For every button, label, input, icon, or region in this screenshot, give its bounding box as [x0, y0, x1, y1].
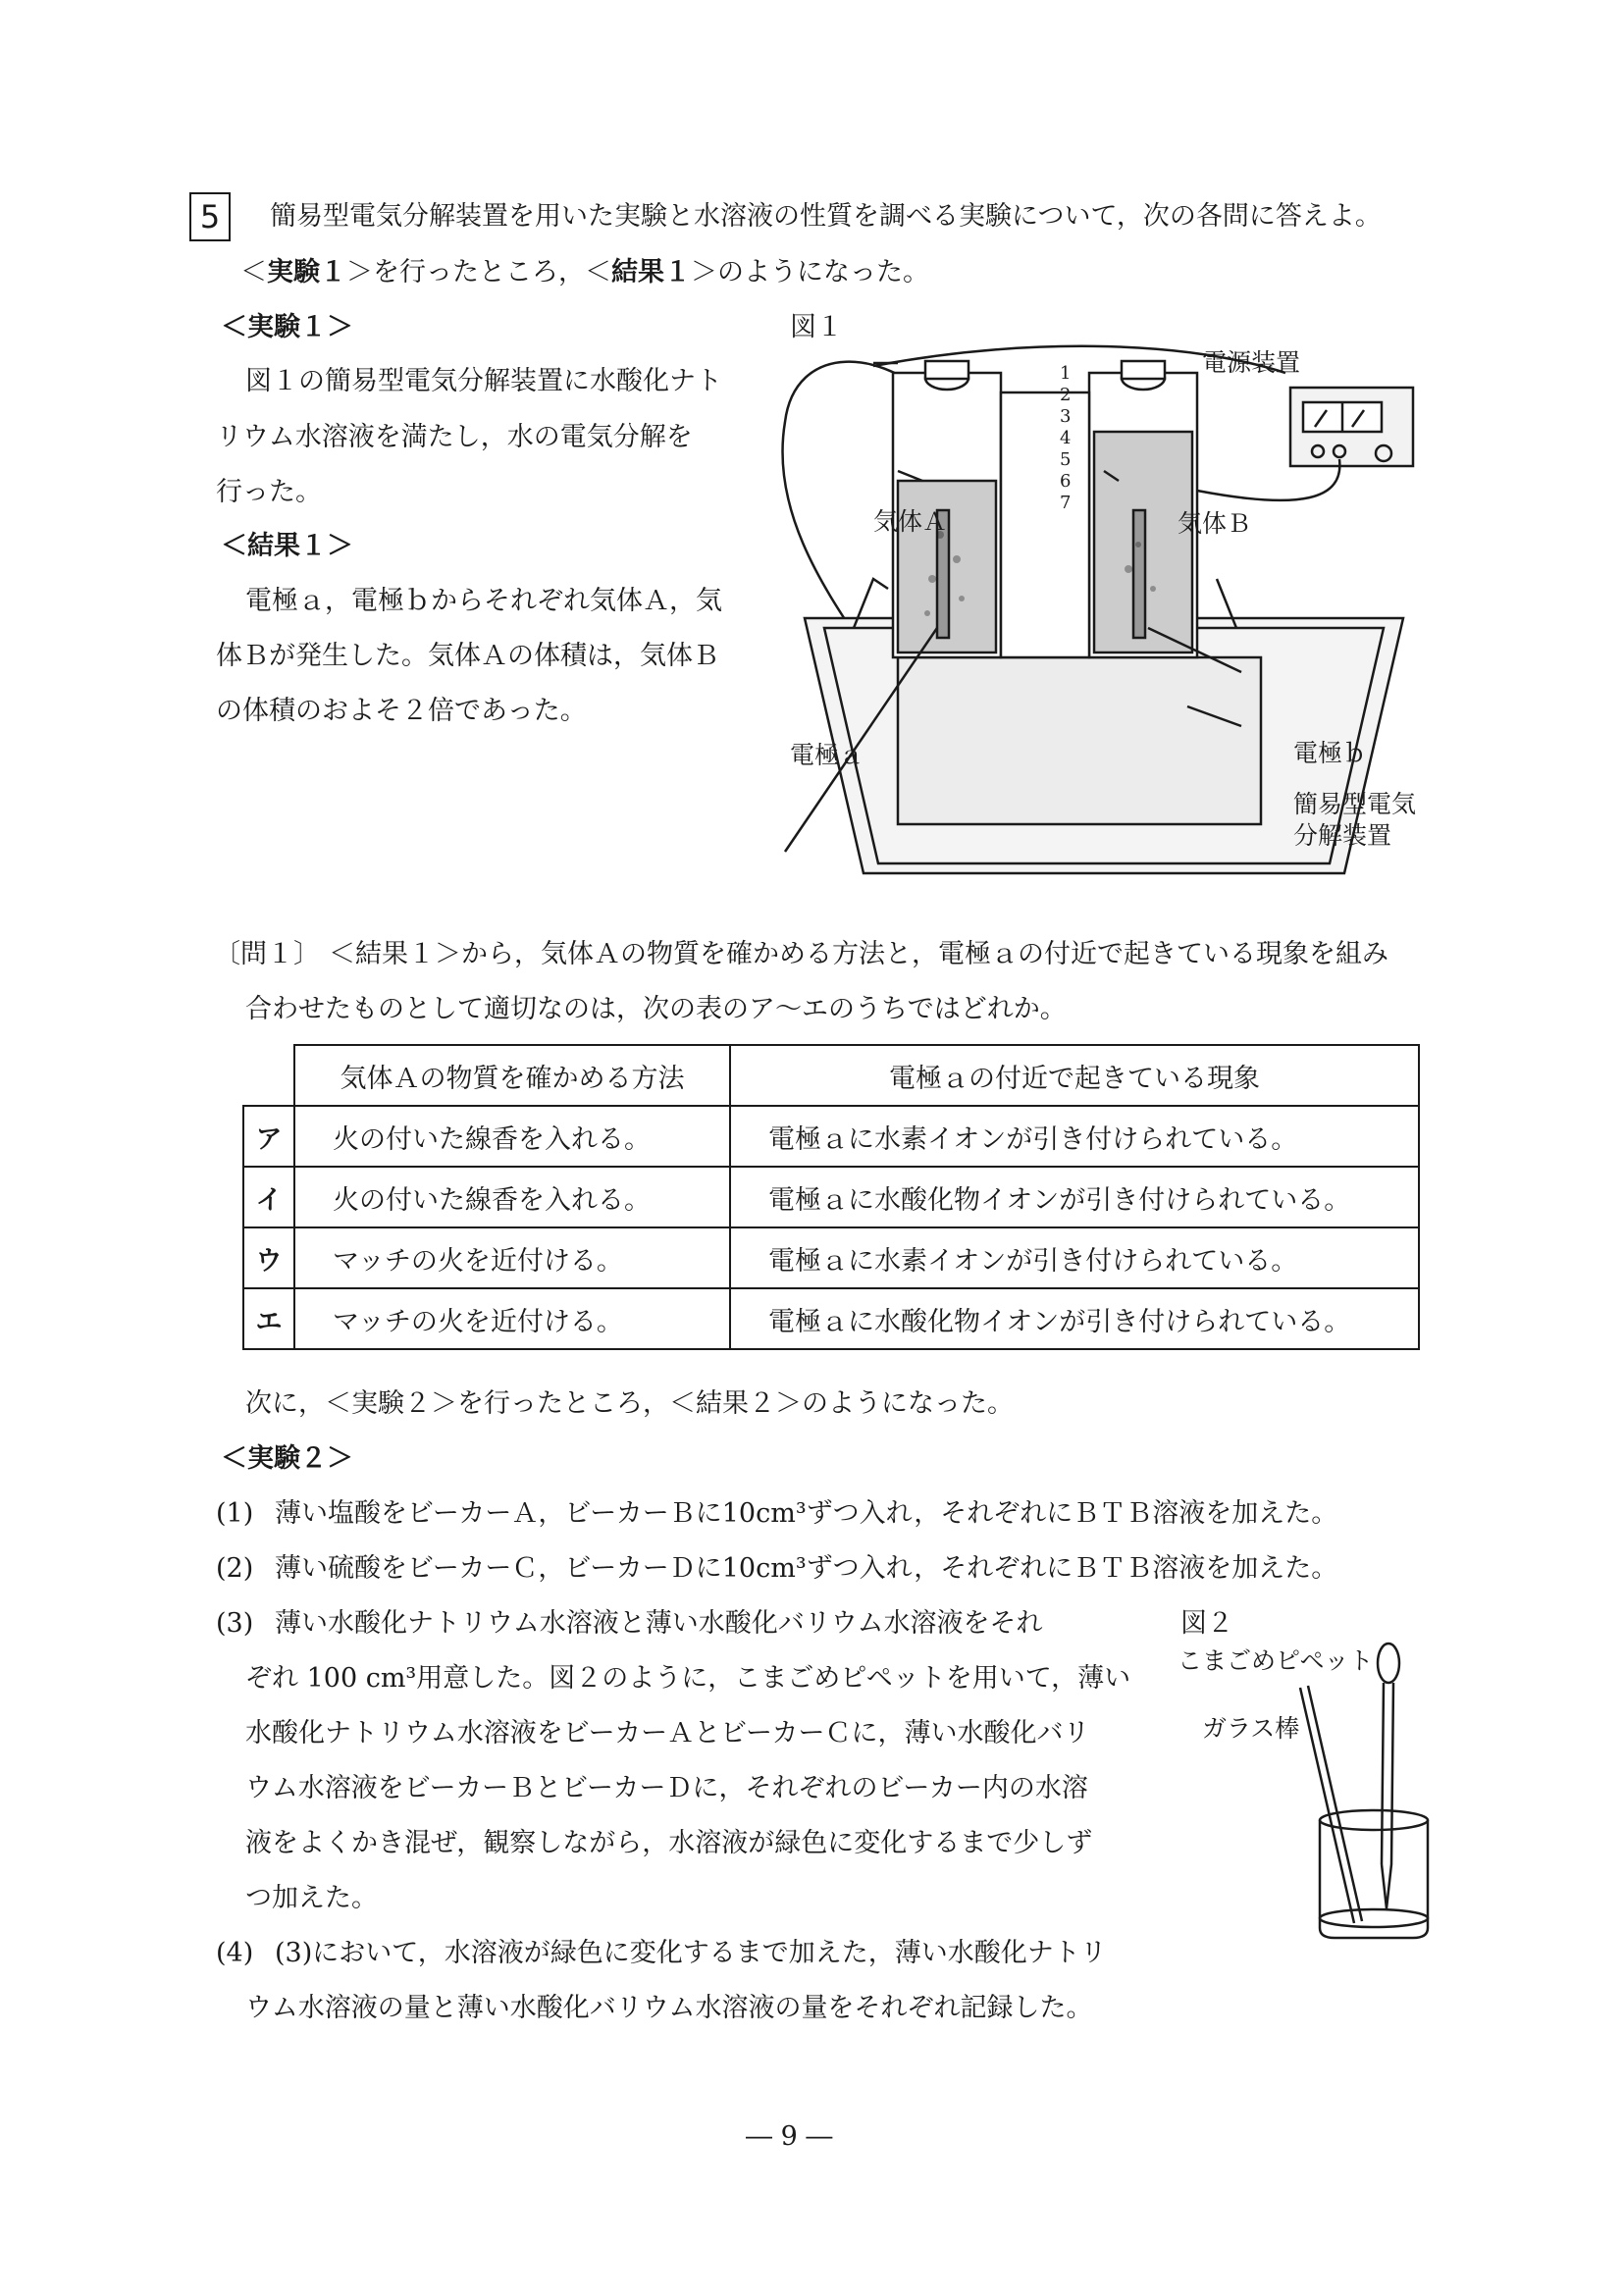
label-electrode-a: 電極ａ: [790, 741, 864, 769]
label-power-supply: 電源装置: [1202, 348, 1301, 377]
scale-numbers: 1 2 3 4 5 6 7: [1060, 363, 1072, 513]
question1-tag: 〔問１〕: [214, 939, 320, 969]
table-row: [243, 1227, 1419, 1288]
step-text: (3)において，水溶液が緑色に変化するまで加えた，薄い水酸化ナトリ: [275, 1938, 1107, 1968]
experiment2-lead: 次に，＜実験２＞を行ったところ，＜結果２＞のようになった。: [245, 1388, 1014, 1419]
table-header: 電極ａの付近で起きている現象: [730, 1045, 1419, 1106]
answer-options-table: [242, 1044, 1420, 1350]
table-row: [243, 1106, 1419, 1167]
option-key: エ: [243, 1288, 294, 1349]
step-number: (1): [216, 1498, 254, 1529]
label-electrode-b: 電極ｂ: [1293, 739, 1368, 767]
pipette-tube: [1382, 1683, 1393, 1908]
step-text: 水酸化ナトリウム水溶液をビーカーＡとビーカーＣに，薄い水酸化バリ: [245, 1718, 1090, 1748]
option-key: ウ: [243, 1227, 294, 1288]
lead-line-1: ＜実験１＞を行ったところ，＜結果１＞のようになった。: [240, 257, 929, 287]
experiment1-line: 行った。: [216, 477, 322, 507]
page-number: ― 9 ―: [746, 2121, 833, 2152]
step-text: ぞれ 100 cm³用意した。図２のように，こまごめピペットを用いて，薄い: [245, 1663, 1131, 1694]
step-text: ウム水溶液の量と薄い水酸化バリウム水溶液の量をそれぞれ記録した。: [245, 1993, 1093, 2023]
glass-rod: [1300, 1688, 1354, 1923]
beaker: [1320, 1820, 1428, 1938]
experiment1-line: 図１の簡易型電気分解装置に水酸化ナト: [245, 366, 722, 396]
table-row: [243, 1167, 1419, 1227]
table-header: 気体Ａの物質を確かめる方法: [294, 1045, 730, 1106]
option-key: イ: [243, 1167, 294, 1227]
step-text: 液をよくかき混ぜ，観察しながら，水溶液が緑色に変化するまで少しず: [245, 1828, 1093, 1858]
step-number: (3): [216, 1608, 254, 1639]
experiment1-heading: ＜実験１＞: [221, 312, 353, 342]
label-gas-a: 気体Ａ: [873, 507, 948, 536]
result1-line: の体積のおよそ２倍であった。: [216, 696, 587, 726]
step-text: 薄い水酸化ナトリウム水溶液と薄い水酸化バリウム水溶液をそれ: [275, 1608, 1043, 1639]
result1-heading: ＜結果１＞: [221, 531, 353, 561]
option-method: マッチの火を近付ける。: [294, 1227, 730, 1288]
option-phenomenon: 電極ａに水素イオンが引き付けられている。: [730, 1227, 1419, 1288]
label-glass-rod: ガラス棒: [1202, 1714, 1300, 1743]
step-text: つ加えた。: [245, 1883, 378, 1913]
option-phenomenon: 電極ａに水素イオンが引き付けられている。: [730, 1106, 1419, 1167]
beaker-liquid-surface: [1320, 1909, 1428, 1927]
step-text: 薄い硫酸をビーカーＣ，ビーカーＤに10cm³ずつ入れ，それぞれにＢＴＢ溶液を加えた。: [275, 1553, 1338, 1584]
step-number: (2): [216, 1553, 254, 1584]
step-text: ウム水溶液をビーカーＢとビーカーＤに，それぞれのビーカー内の水溶: [245, 1773, 1088, 1803]
figure1-title: 図１: [790, 312, 843, 342]
question-number-box: [189, 192, 231, 241]
question-intro: 簡易型電気分解装置を用いた実験と水溶液の性質を調べる実験について，次の各問に答えよ。: [270, 201, 1382, 232]
figure2-title: 図２: [1180, 1608, 1233, 1639]
table-row: [243, 1288, 1419, 1349]
table-header-row: [243, 1045, 1419, 1106]
label-pipette: こまごめピペット: [1178, 1646, 1374, 1675]
question1-line2: 合わせたものとして適切なのは，次の表のア～エのうちではどれか。: [245, 994, 1067, 1024]
result1-line: 体Ｂが発生した。気体Ａの体積は，気体Ｂ: [216, 641, 719, 671]
label-gas-b: 気体Ｂ: [1178, 509, 1252, 538]
label-device-line1: 簡易型電気: [1293, 790, 1417, 818]
table-corner: [243, 1045, 294, 1106]
step-text: 薄い塩酸をビーカーＡ，ビーカーＢに10cm³ずつ入れ，それぞれにＢＴＢ溶液を加えた。: [275, 1498, 1338, 1529]
question-number: 5: [199, 198, 221, 235]
experiment2-heading: ＜実験２＞: [221, 1443, 353, 1474]
electrode-b: [1133, 510, 1145, 638]
option-method: 火の付いた線香を入れる。: [294, 1106, 730, 1167]
pipette-bulb: [1378, 1644, 1399, 1683]
base-block: [898, 657, 1261, 824]
option-phenomenon: 電極ａに水酸化物イオンが引き付けられている。: [730, 1167, 1419, 1227]
option-phenomenon: 電極ａに水酸化物イオンが引き付けられている。: [730, 1288, 1419, 1349]
question1-line1: ＜結果１＞から，気体Ａの物質を確かめる方法と，電極ａの付近で起きている現象を組み: [329, 939, 1388, 969]
step-number: (4): [216, 1938, 254, 1968]
experiment1-line: リウム水溶液を満たし，水の電気分解を: [216, 422, 693, 452]
beaker-pipette-diagram: [1285, 1639, 1452, 1943]
label-device-line2: 分解装置: [1293, 821, 1392, 850]
option-method: 火の付いた線香を入れる。: [294, 1167, 730, 1227]
option-key: ア: [243, 1106, 294, 1167]
result1-line: 電極ａ，電極ｂからそれぞれ気体Ａ，気: [245, 586, 722, 616]
center-scale: [1001, 392, 1089, 657]
option-method: マッチの火を近付ける。: [294, 1288, 730, 1349]
